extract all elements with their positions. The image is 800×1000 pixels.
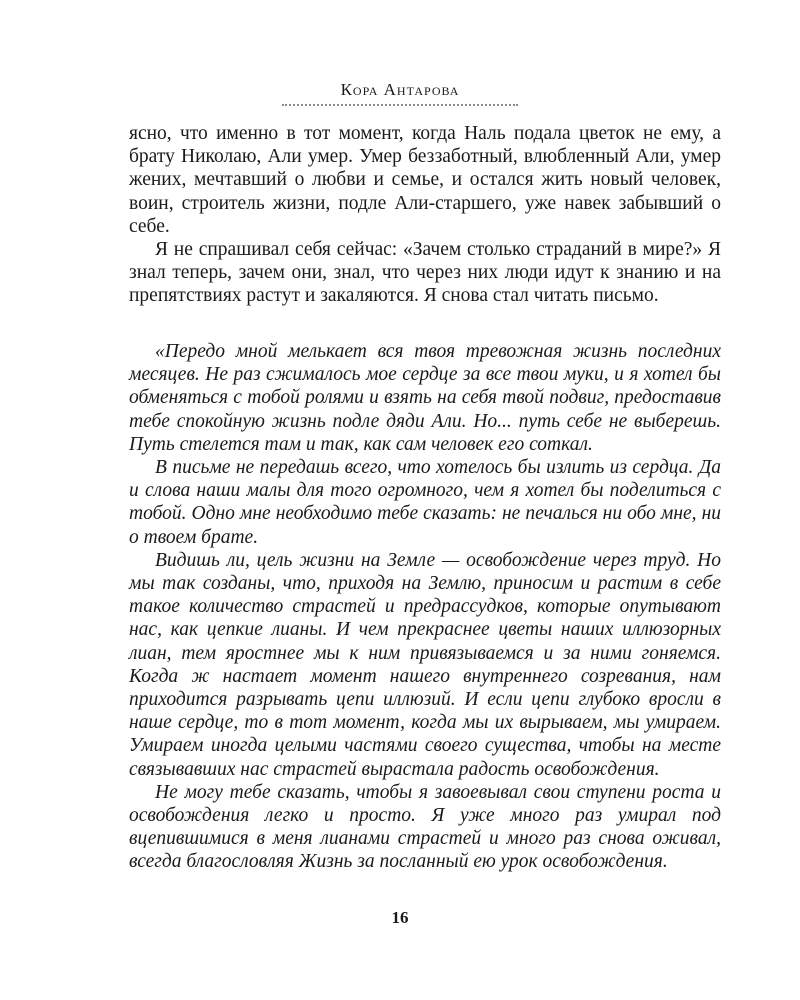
letter-text bbox=[129, 340, 721, 874]
letter-paragraph: Видишь ли, цель жизни на Земле — освобождение через труд. Но мы так созданы, что, приходя на Землю, приносим и растим в себе такое количество страстей и предрассудков, которые опутывают нас, как цепкие лианы. И чем прекраснее цветы наших иллюзорных лиан, тем яростнее мы к ним привязываемся и за ними гоняемся. Когда ж настает момент нашего внутреннего созревания, нам приходится разрывать цепи иллюзий. И если цепи глубоко вросли в наше сердце, то в тот момент, когда мы их вырываем, мы умираем. Умираем иногда целыми частями своего существа, чтобы на месте связывавших нас страстей вырастала радость освобождения. bbox=[129, 549, 721, 780]
letter-paragraph: Не могу тебе сказать, чтобы я завоевывал свои ступени роста и освобождения легко и просто. Я уже много раз умирал под вцепившимися в меня лианами страстей и много раз снова оживал, всегда благословляя Жизнь за посланный ею урок освобождения. bbox=[129, 781, 721, 873]
page-number: 16 bbox=[391, 908, 409, 927]
narrative-text bbox=[129, 122, 721, 308]
header-dotted-rule bbox=[282, 104, 518, 106]
letter-paragraph: В письме не передашь всего, что хотелось бы излить из сердца. Да и слова наши малы для того огромного, чем я хотел бы поделиться с тобой. Одно мне необходимо тебе сказать: не печалься ни обо мне, ни о твоем брате. bbox=[129, 457, 721, 548]
paragraph-continuation: ясно, что именно в тот момент, когда Наль подала цветок не ему, а брату Николаю, Али умер. Умер беззаботный, влюбленный Али, умер жених, мечтавший о любви и семье, и остался жить новый человек, воин, строитель жизни, подле Али-старшего, уже навек забывший о себе. bbox=[129, 123, 721, 237]
letter-paragraph: «Передо мной мелькает вся твоя тревожная жизнь последних месяцев. Не раз сжималось мое сердце за все твои муки, и я хотел бы обменяться с тобой ролями и взять на себя твой подвиг, предоставив тебе спокойную жизнь подле дяди Али. Но... путь себе не выберешь. Путь стелется там и так, как сам человек его соткал. bbox=[129, 341, 721, 455]
paragraph: Я не спрашивал себя сейчас: «Зачем столько страданий в мире?» Я знал теперь, зачем они, знал, что через них люди идут к знанию и на препятствиях растут и закаляются. Я снова стал читать письмо. bbox=[129, 239, 721, 307]
running-head-title: Кора Антарова bbox=[340, 80, 460, 99]
